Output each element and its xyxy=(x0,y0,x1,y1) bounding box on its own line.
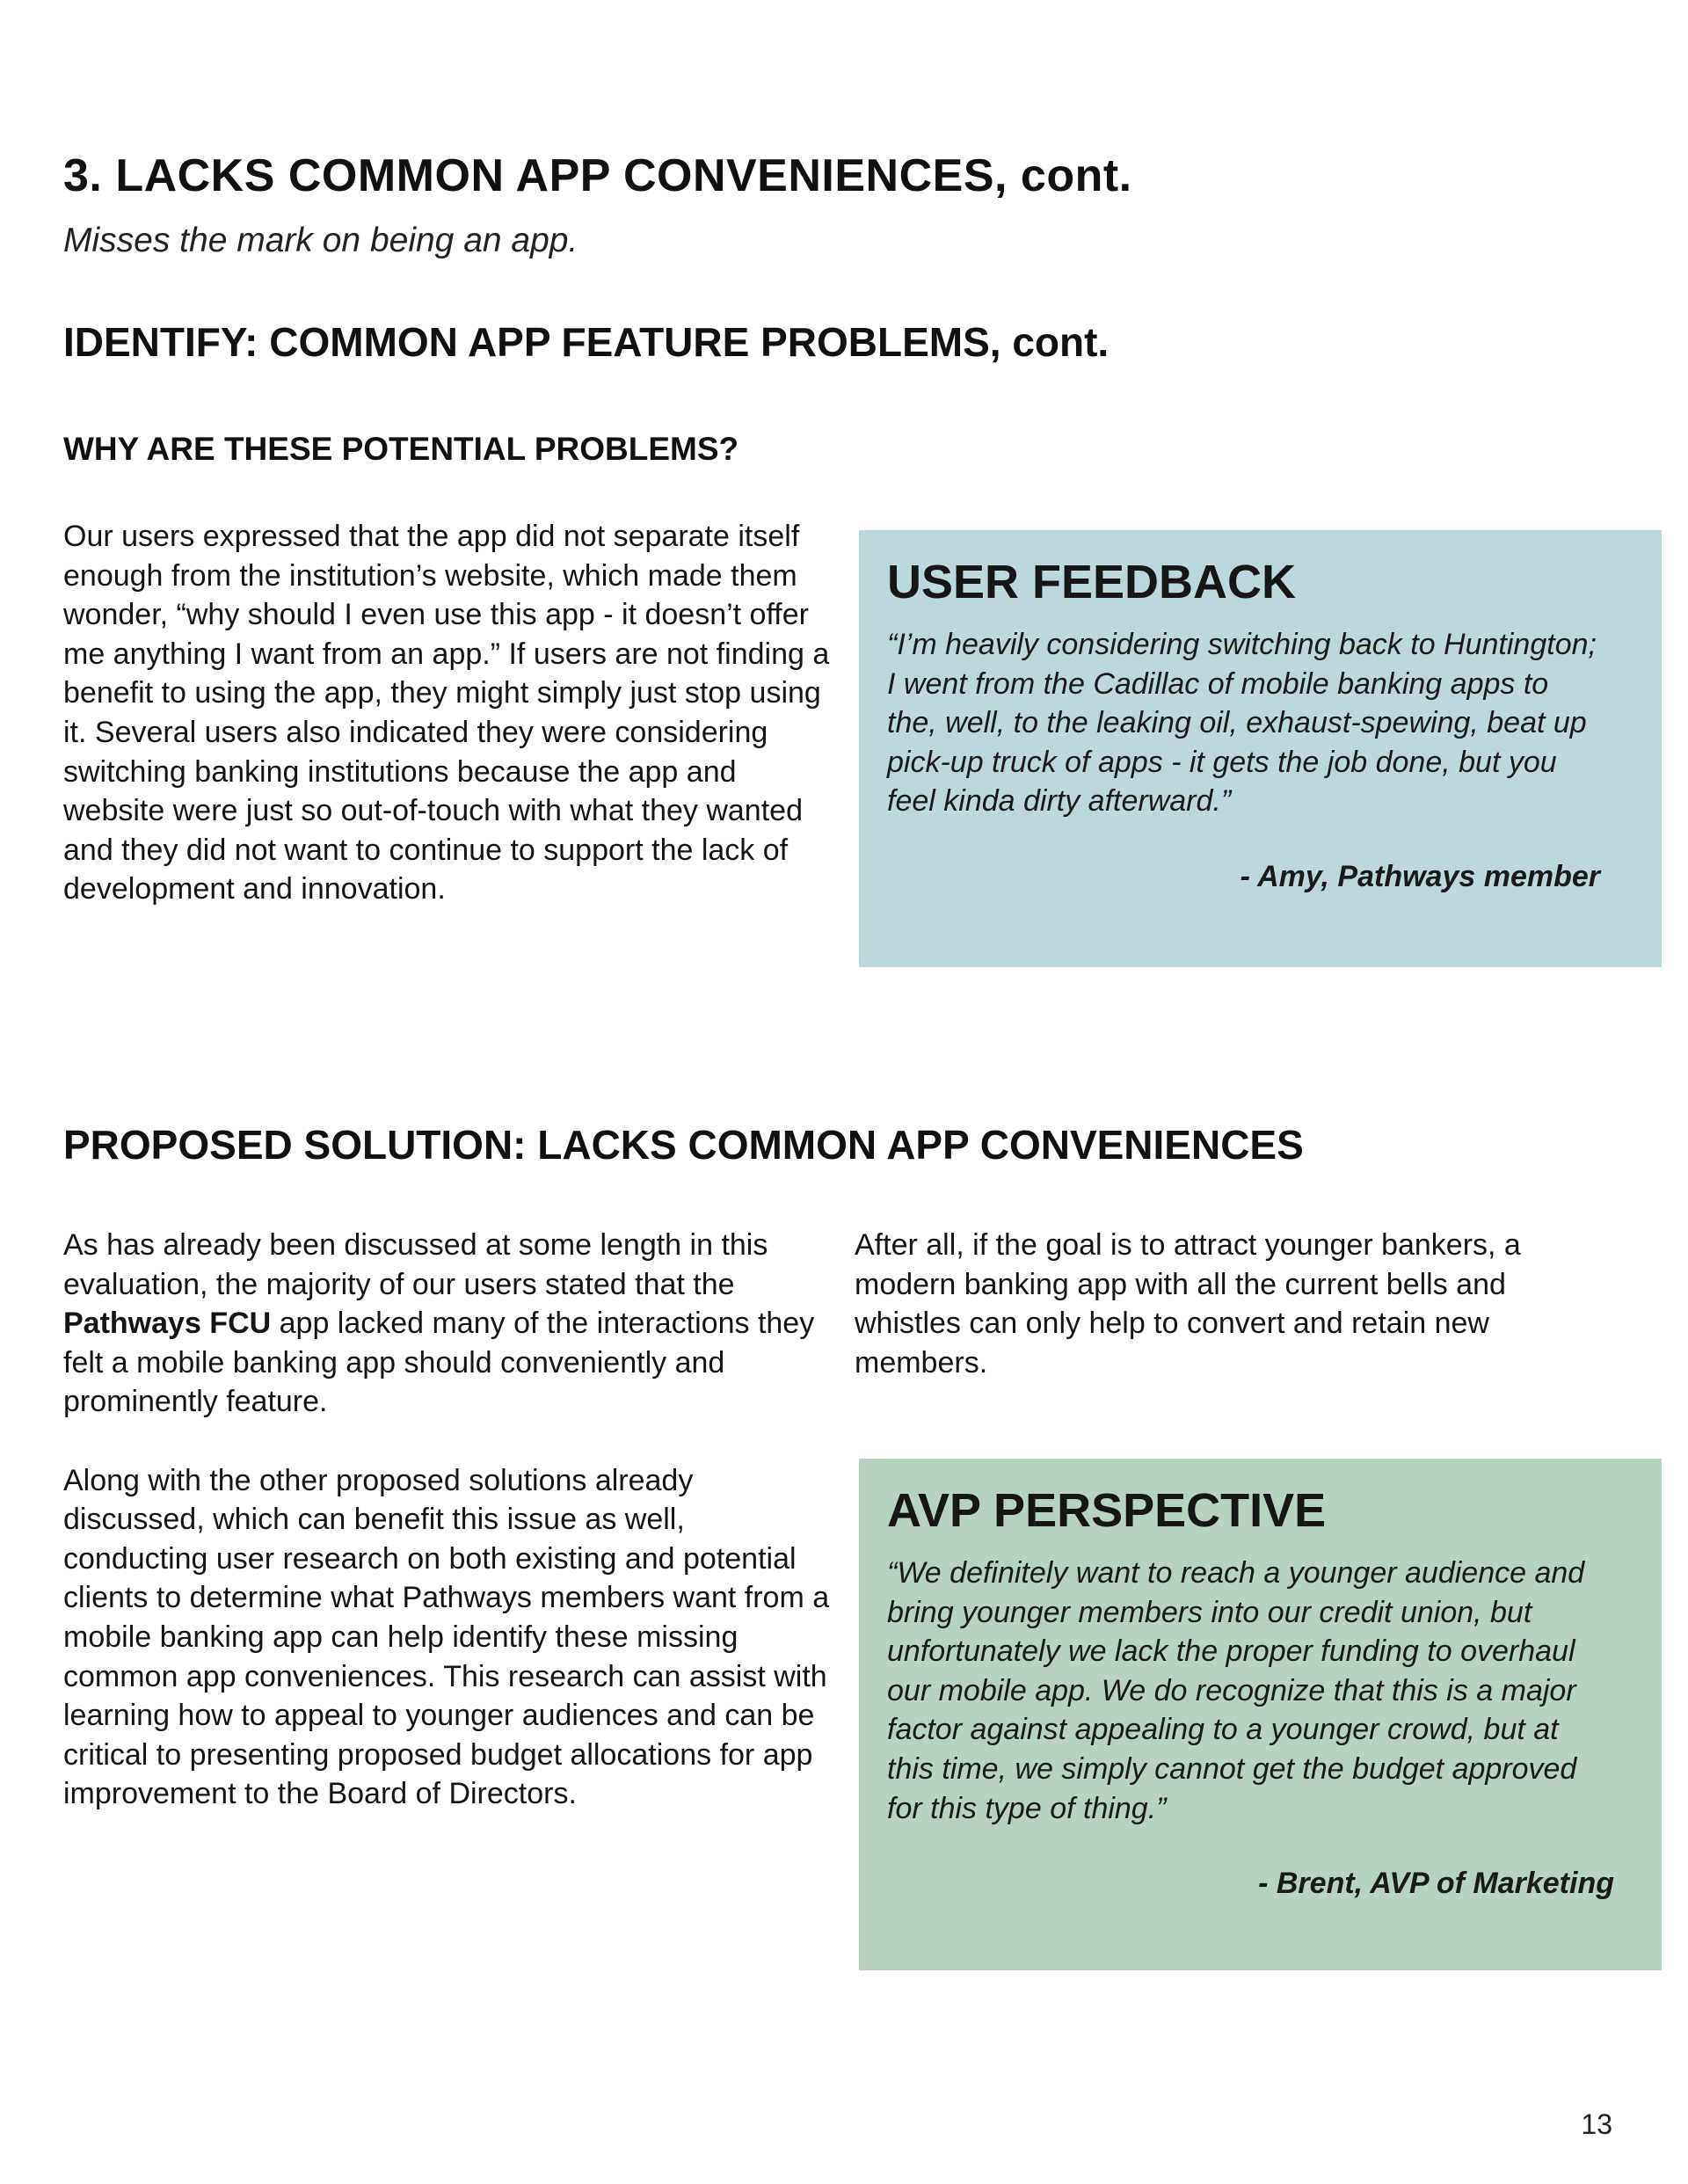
user-feedback-attribution: - Amy, Pathways member xyxy=(1240,859,1600,893)
user-feedback-quote: “I’m heavily considering switching back to Huntington; I went from the Cadillac of mobile banking apps to the, well, to the leaking oil, exhaust-spewing, beat up pick-up truck of apps - it gets the job done, but you feel kinda dirty afterward.” xyxy=(887,628,1597,819)
avp-perspective-card xyxy=(859,1459,1662,1970)
proposed-solution-heading: PROPOSED SOLUTION: LACKS COMMON APP CONVENIENCES xyxy=(63,1122,1304,1168)
proposed-left-column xyxy=(63,1226,837,1814)
identify-heading: IDENTIFY: COMMON APP FEATURE PROBLEMS, cont. xyxy=(63,319,1110,365)
proposed-p1-after: app lacked many of the interactions they felt a mobile banking app should conveniently and prominently feature. xyxy=(63,1307,815,1419)
page-number: 13 xyxy=(1581,2108,1612,2140)
user-feedback-title: USER FEEDBACK xyxy=(887,556,1297,608)
section-title: 3. LACKS COMMON APP CONVENIENCES, cont. xyxy=(63,150,1132,201)
why-paragraph xyxy=(63,517,837,909)
pathways-fcu-bold: Pathways FCU xyxy=(63,1307,272,1341)
proposed-paragraph-3: After all, if the goal is to attract younger bankers, a modern banking app with all the current bells and whistles can only help to convert and retain new members. xyxy=(855,1228,1521,1380)
avp-perspective-title: AVP PERSPECTIVE xyxy=(887,1484,1327,1537)
proposed-p1-before: As has already been discussed at some length in this evaluation, the majority of our users stated that the xyxy=(63,1228,768,1301)
why-paragraph-text: Our users expressed that the app did not separate itself enough from the institution’s website, which made them wonder, “why should I even use this app - it doesn’t offer me anything I want from an app.” If users are not finding a benefit to using the app, they might simply just stop using it. Several users also indicated they were considering switching banking institutions because the app and website were just so out-of-touch with what they wanted and they did not want to continue to support the lack of development and innovation. xyxy=(63,520,830,906)
proposed-paragraph-2: Along with the other proposed solutions already discussed, which can benefit this issue as well, conducting user research on both existing and potential clients to determine what Pathways members want from a mobile banking app can help identify these missing common app conveniences. This research can assist with learning how to appeal to younger audiences and can be critical to presenting proposed budget allocations for app improvement to the Board of Directors. xyxy=(63,1463,830,1811)
user-feedback-card xyxy=(859,530,1662,967)
avp-perspective-attribution: - Brent, AVP of Marketing xyxy=(1258,1867,1614,1901)
proposed-right-column xyxy=(855,1226,1619,1382)
proposed-paragraph-1 xyxy=(63,1226,837,1422)
why-heading: WHY ARE THESE POTENTIAL PROBLEMS? xyxy=(63,431,739,467)
section-subtitle: Misses the mark on being an app. xyxy=(63,222,578,259)
avp-perspective-quote: “We definitely want to reach a younger audience and bring younger members into our credit union, but unfortunately we lack the proper funding to overhaul our mobile app. We do recognize that this is a major factor against appealing to a younger crowd, but at this time, we simply cannot get the budget approved for this type of thing.” xyxy=(887,1556,1585,1825)
